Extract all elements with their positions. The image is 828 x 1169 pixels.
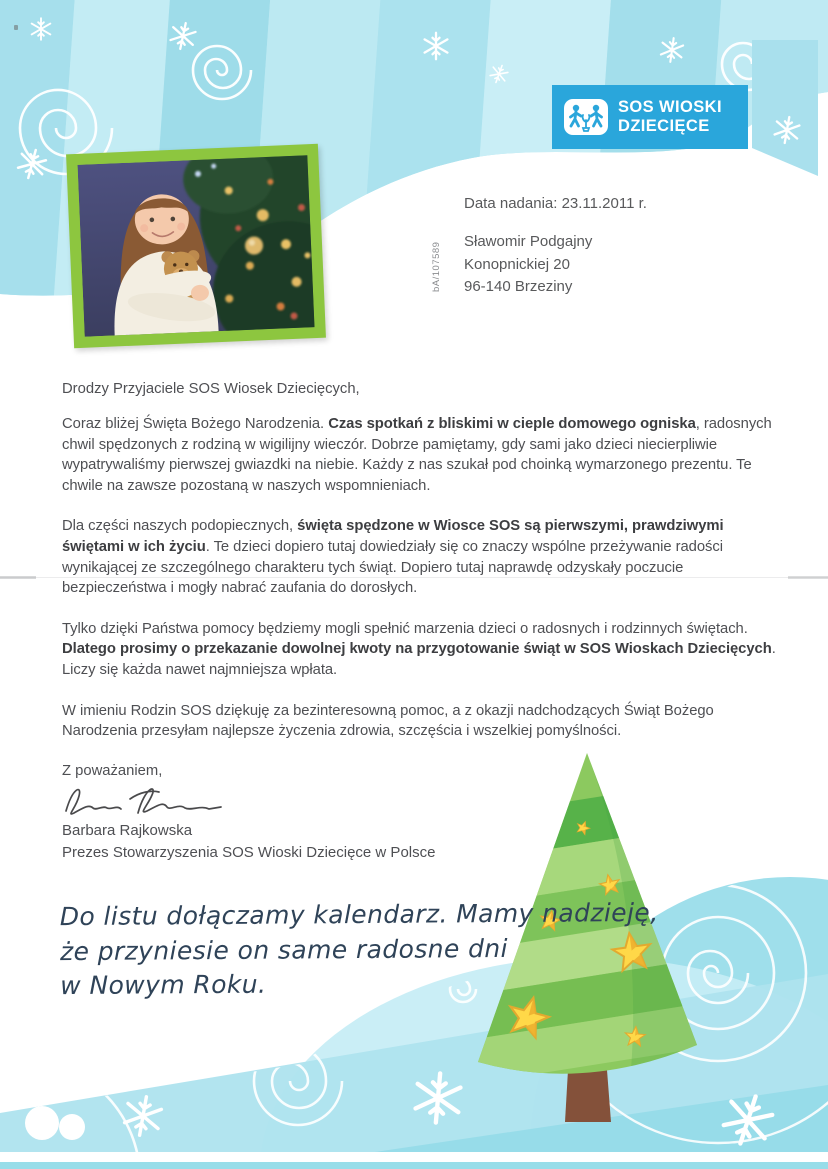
org-logo-text bbox=[618, 98, 722, 136]
salutation: Drodzy Przyjaciele SOS Wiosek Dziecięcych, bbox=[62, 381, 360, 397]
postscript-line: Do listu dołączamy kalendarz. Mamy nadzieję, bbox=[59, 897, 659, 932]
postscript-line: w Nowym Roku. bbox=[60, 969, 267, 1001]
logo-line1: SOS WIOSKI bbox=[618, 98, 722, 116]
reference-code: bA/107589 bbox=[431, 241, 442, 292]
scan-artifact-line bbox=[0, 577, 828, 578]
letter-paragraph: Tylko dzięki Państwa pomocy będziemy mogli spełnić marzenia dzieci o radosnych i rodzinnych świętach. Dlatego prosimy o przekazanie dowolnej kwoty na przygotowanie świąt w SOS Wioskach Dziecięcych. Liczy się każda nawet najmniejsza wpłata. bbox=[62, 620, 776, 678]
page-bottom-sliver bbox=[0, 1162, 828, 1169]
letter-paragraph: W imieniu Rodzin SOS dziękuję za bezinteresowną pomoc, a z okazji nadchodzących Świąt Bożego Narodzenia przesyłam najlepsze życzenia zdrowia, szczęścia i wszelkiej pomyślności. bbox=[62, 702, 714, 740]
scan-artifact-line bbox=[788, 576, 828, 579]
logo-line2: DZIECIĘCE bbox=[618, 117, 710, 135]
scan-artifact-line bbox=[0, 576, 36, 579]
closing-phrase: Z poważaniem, bbox=[62, 763, 163, 779]
band-stripe-extension bbox=[752, 40, 818, 176]
mailing-date: Data nadania: 23.11.2011 r. bbox=[464, 195, 647, 212]
letter-paragraph: Coraz bliżej Święta Bożego Narodzenia. Czas spotkań z bliskimi w cieple domowego ogniska, radosnych chwil spędzonych z rodziną w wigilijny wieczór. Dobrze pamiętamy, gdy sami jako dzieci niecierpliwie wypatrywaliśmy pierwszej gwiazdki na niebie. Każdy z nas szukał pod choinką wymarzonego prezentu. Te chwile na zawsze pozostaną w naszych wspomnieniach. bbox=[62, 416, 772, 494]
scan-artifact-speck bbox=[14, 25, 18, 30]
sos-children-icon bbox=[563, 97, 609, 137]
page-bottom-gap bbox=[0, 1152, 828, 1162]
recipient-name: Sławomir Podgajny bbox=[464, 233, 593, 250]
letter-body bbox=[62, 414, 776, 762]
recipient-city: 96-140 Brzeziny bbox=[464, 278, 573, 295]
recipient-address bbox=[464, 231, 592, 299]
child-photo bbox=[66, 144, 326, 348]
signature-handwriting bbox=[58, 779, 233, 825]
letter-paragraph: Dla części naszych podopiecznych, święta spędzone w Wiosce SOS są pierwszymi, prawdziwymi świętami w ich życiu. Te dzieci dopiero tutaj dowiedziały się co znaczy wspólne przeżywanie radości wynikającej ze szczególnego charakteru tych świąt. Dopiero tutaj naprawdę odzyskały poczucie bezpieczeństwa i mogły nabrać zaufania do dorosłych. bbox=[62, 518, 724, 597]
recipient-street: Konopnickiej 20 bbox=[464, 255, 570, 273]
signature-title: Prezes Stowarzyszenia SOS Wioski Dziecięce w Polsce bbox=[62, 844, 436, 861]
photo-scene bbox=[77, 155, 314, 336]
tree-trunk bbox=[565, 1070, 611, 1122]
handwritten-postscript bbox=[60, 896, 659, 1004]
signature-name: Barbara Rajkowska bbox=[62, 822, 193, 839]
postscript-line: że przyniesie on same radosne dni bbox=[59, 933, 509, 966]
org-logo bbox=[552, 85, 748, 149]
